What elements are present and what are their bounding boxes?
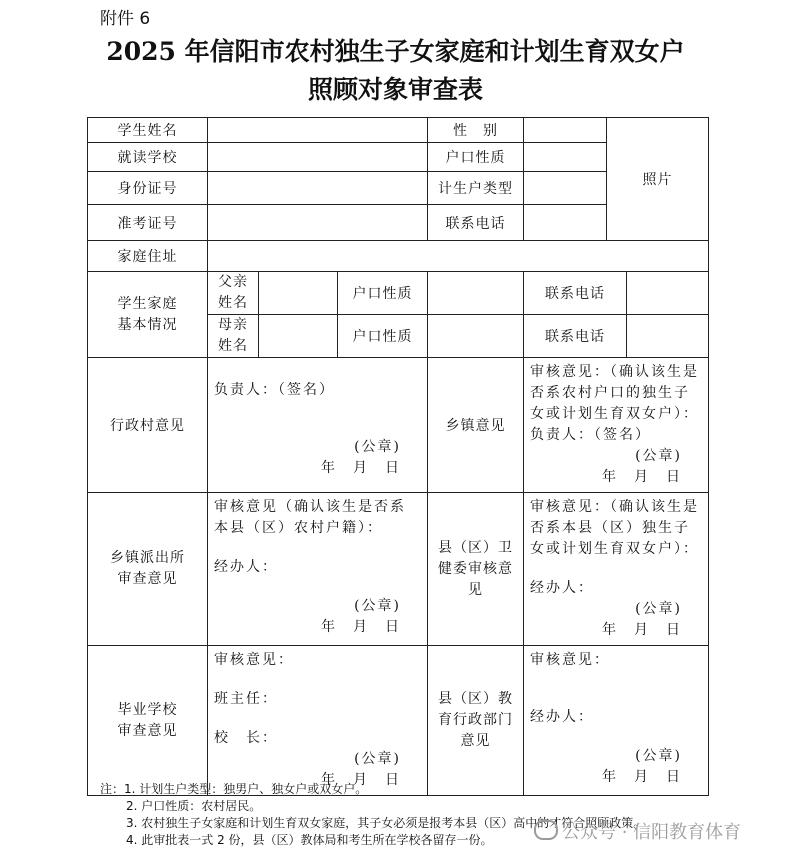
note-1: 注：1. 计划生户类型：独男户、独女户或双女户。 <box>100 782 368 796</box>
health-seal: (公章) <box>635 601 683 617</box>
health-review-text: 审核意见：（确认该生是否系本县（区）独生子女或计划生育双女户）： <box>530 499 700 557</box>
father-hukou-label: 户口性质 <box>338 272 428 315</box>
grad-seal: (公章) <box>354 751 402 767</box>
id-number-label: 身份证号 <box>88 172 208 205</box>
hukou-nature-field[interactable] <box>524 143 607 172</box>
edu-seal: (公章) <box>635 748 683 764</box>
health-date: 年 月 日 <box>602 622 683 638</box>
edu-review-text: 审核意见： <box>530 652 611 668</box>
school-label: 就读学校 <box>88 143 208 172</box>
watermark-text: 公众号 · 信阳教育体育 <box>562 822 742 843</box>
exam-number-label: 准考证号 <box>88 205 208 241</box>
village-person-label: 负责人：（签名） <box>214 382 335 398</box>
edu-opinion-box[interactable] <box>524 646 709 796</box>
family-basic-label: 学生家庭 基本情况 <box>88 272 208 358</box>
photo-label: 照片 <box>642 172 673 188</box>
school-field[interactable] <box>208 143 428 172</box>
mother-name-label: 母亲 姓名 <box>208 315 259 358</box>
hukou-nature-label: 户口性质 <box>428 143 524 172</box>
police-handler-label: 经办人： <box>214 559 278 575</box>
edu-opinion-label: 县（区）教 育行政部门 意见 <box>428 646 524 796</box>
note-4: 4. 此审批表一式 2 份，县（区）教体局和考生所在学校各留存一份。 <box>126 833 493 847</box>
township-review-text: 审核意见：（确认该生是否系农村户口的独生子女或计划生育双女户）： <box>530 364 700 422</box>
mother-hukou-field[interactable] <box>428 315 524 358</box>
note-3: 3. 农村独生子女家庭和计划生育双女家庭，其子女必须是报考本县（区）高中的才符合照顾政策。 <box>126 816 646 830</box>
edu-date: 年 月 日 <box>602 769 683 785</box>
mother-hukou-label: 户口性质 <box>338 315 428 358</box>
village-seal: (公章) <box>354 439 402 455</box>
police-opinion-box[interactable] <box>208 493 428 646</box>
wechat-icon <box>534 820 558 840</box>
village-opinion-label: 行政村意见 <box>88 358 208 493</box>
student-name-label: 学生姓名 <box>88 118 208 143</box>
attachment-label: 附件 6 <box>100 9 151 29</box>
village-date: 年 月 日 <box>321 460 402 476</box>
document-title-line1: 2025 年信阳市农村独生子女家庭和计划生育双女户 <box>106 37 685 66</box>
father-phone-field[interactable] <box>627 272 709 315</box>
grad-review-text: 审核意见： <box>214 652 294 668</box>
document-title-line2: 照顾对象审查表 <box>307 75 483 104</box>
edu-handler-label: 经办人： <box>530 709 595 725</box>
township-seal: (公章) <box>635 448 683 464</box>
police-seal: (公章) <box>354 598 402 614</box>
exam-number-field[interactable] <box>208 205 428 241</box>
family-plan-type-label: 计生户类型 <box>428 172 524 205</box>
gender-field[interactable] <box>524 118 607 143</box>
review-form-table <box>87 117 709 796</box>
police-opinion-label: 乡镇派出所 审查意见 <box>88 493 208 646</box>
township-opinion-label: 乡镇意见 <box>428 358 524 493</box>
note-2: 2. 户口性质：农村居民。 <box>126 799 262 813</box>
father-hukou-field[interactable] <box>428 272 524 315</box>
student-name-field[interactable] <box>208 118 428 143</box>
grad-school-opinion-box[interactable] <box>208 646 428 796</box>
health-opinion-label: 县（区）卫 健委审核意 见 <box>428 493 524 646</box>
family-plan-type-field[interactable] <box>524 172 607 205</box>
id-number-field[interactable] <box>208 172 428 205</box>
watermark <box>534 818 741 844</box>
phone-label: 联系电话 <box>428 205 524 241</box>
address-label: 家庭住址 <box>88 241 208 272</box>
village-opinion-box[interactable] <box>208 358 428 493</box>
health-handler-label: 经办人： <box>530 580 595 596</box>
father-phone-label: 联系电话 <box>524 272 627 315</box>
head-teacher-label: 班主任： <box>214 691 278 707</box>
principal-label: 校 长： <box>214 730 278 746</box>
father-name-field[interactable] <box>259 272 338 315</box>
grad-school-opinion-label: 毕业学校 审查意见 <box>88 646 208 796</box>
township-date: 年 月 日 <box>602 469 683 485</box>
health-opinion-box[interactable] <box>524 493 709 646</box>
gender-label: 性 别 <box>428 118 524 143</box>
police-date: 年 月 日 <box>321 619 402 635</box>
grad-date: 年 月 日 <box>321 772 402 788</box>
phone-field[interactable] <box>524 205 607 241</box>
mother-name-field[interactable] <box>259 315 338 358</box>
address-field[interactable] <box>208 241 709 272</box>
photo-box[interactable] <box>607 118 709 241</box>
township-person-label: 负责人：（签名） <box>530 427 652 443</box>
mother-phone-label: 联系电话 <box>524 315 627 358</box>
father-name-label: 父亲 姓名 <box>208 272 259 315</box>
mother-phone-field[interactable] <box>627 315 709 358</box>
township-opinion-box[interactable] <box>524 358 709 493</box>
police-review-text: 审核意见（确认该生是否系本县（区）农村户籍）： <box>214 499 406 536</box>
